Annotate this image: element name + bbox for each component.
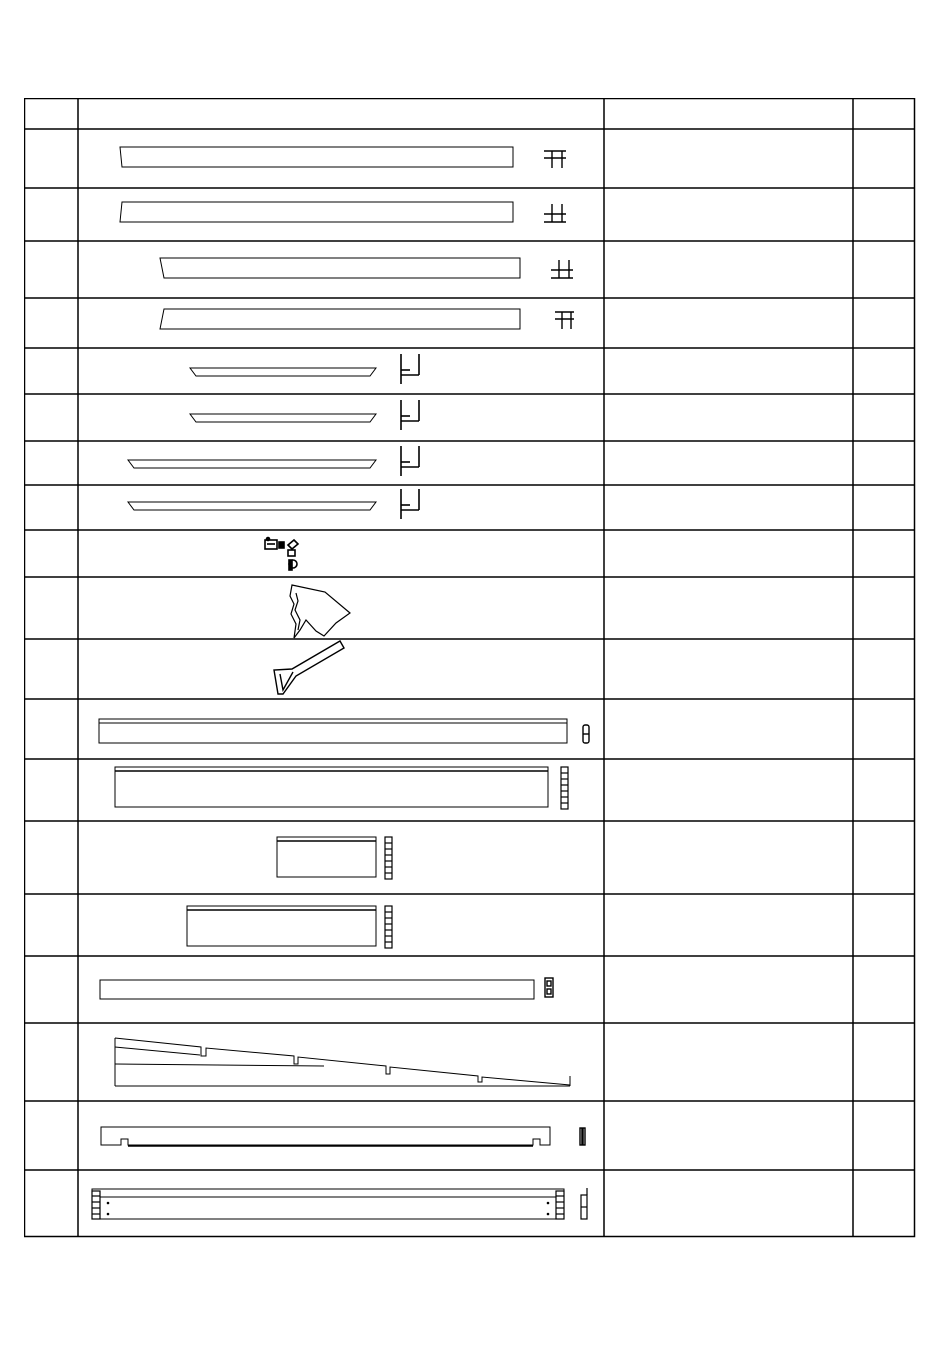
parts-table — [24, 98, 916, 1238]
bevel-strip-channel-profile-icon — [128, 489, 419, 519]
bevel-strip-channel-profile-icon — [128, 446, 419, 476]
long-rail-profile-icon — [100, 978, 553, 999]
table-border — [25, 99, 915, 1237]
short-board-profile-icon — [277, 837, 392, 879]
allen-key-icon — [274, 641, 344, 694]
tapered-bar-wide-profile-icon — [120, 147, 566, 168]
notched-slat-board-icon — [115, 1038, 570, 1086]
wide-board-profile-icon — [115, 767, 568, 809]
tapered-bar-wide-profile-icon — [160, 309, 574, 329]
bracket-clip-icon — [290, 585, 350, 638]
hardware-fittings-icon — [265, 538, 298, 571]
tapered-bar-wide-profile-icon — [160, 258, 573, 278]
medium-board-profile-icon — [187, 906, 392, 948]
row-dividers — [24, 129, 915, 1170]
bevel-strip-channel-profile-icon — [190, 354, 419, 384]
end-capped-panel-icon — [92, 1188, 587, 1219]
bevel-strip-channel-profile-icon — [190, 400, 419, 430]
long-panel-profile-icon — [99, 719, 589, 743]
tapered-bar-wide-profile-icon — [120, 202, 566, 222]
notched-rail-profile-icon — [101, 1127, 585, 1146]
